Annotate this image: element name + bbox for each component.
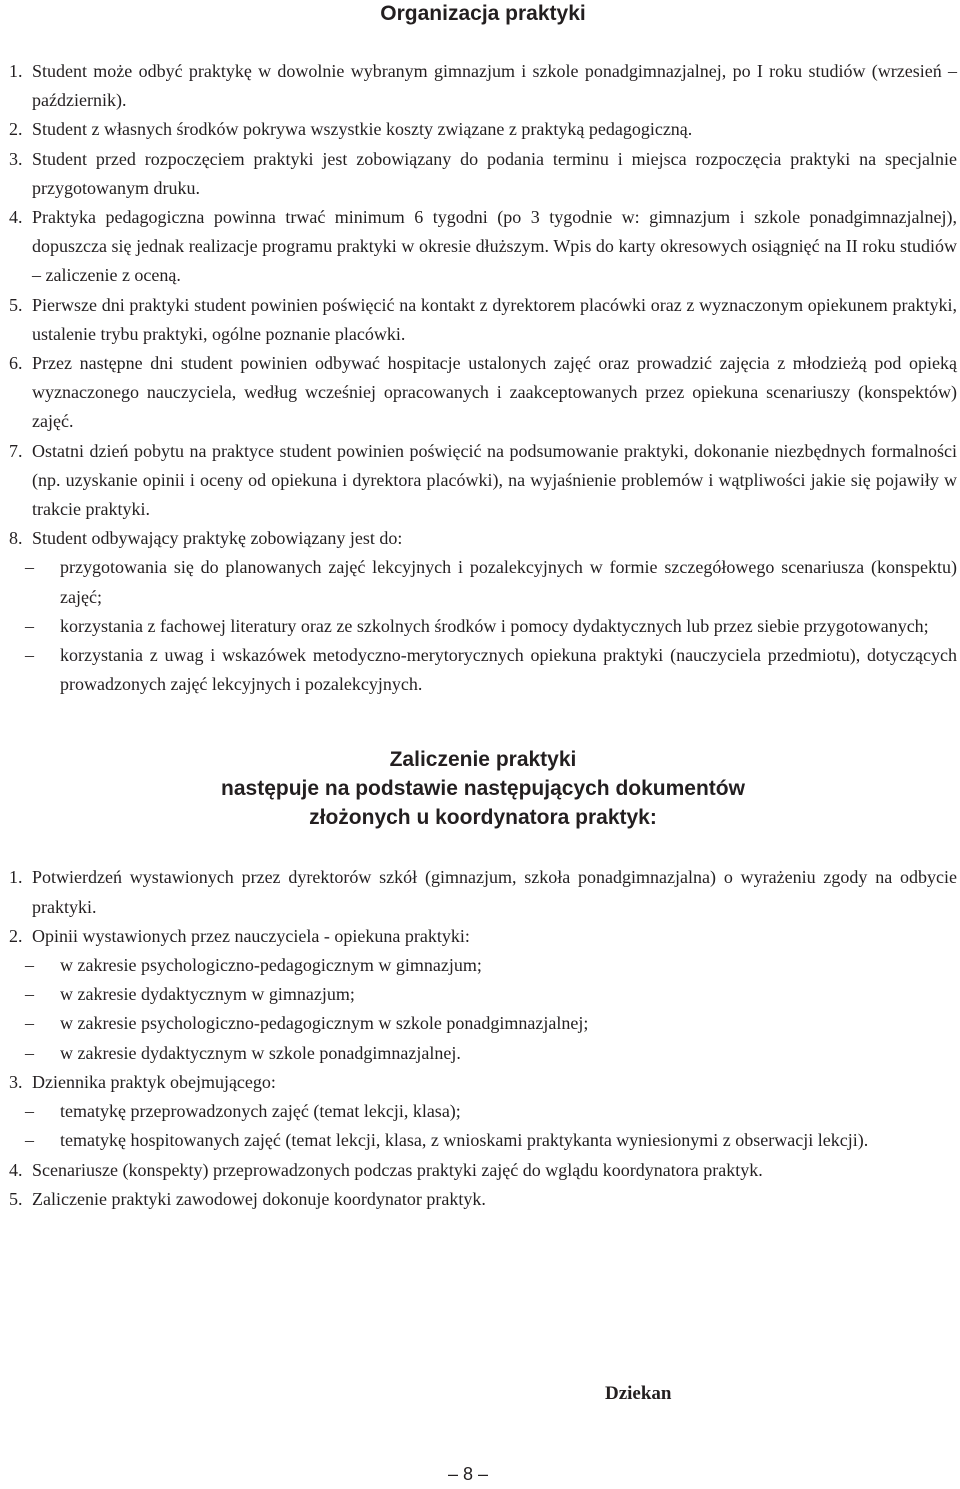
- dash-item-text: w zakresie psychologiczno-pedagogicznym w szkole ponadgimnazjalnej;: [60, 1013, 589, 1034]
- dash-item-text: tematykę przeprowadzonych zajęć (temat lekcji, klasa);: [60, 1101, 461, 1122]
- list-item: [9, 203, 957, 291]
- item-text: Dziennika praktyk obejmującego:: [32, 1071, 276, 1092]
- list-item: [9, 922, 957, 951]
- item-number: 1.: [9, 867, 23, 888]
- dash-bullet-icon: –: [25, 984, 34, 1005]
- dash-item: [25, 612, 957, 641]
- dash-item-text: w zakresie psychologiczno-pedagogicznym w gimnazjum;: [60, 955, 482, 976]
- item-text: Student odbywający praktykę zobowiązany jest do:: [32, 528, 403, 549]
- dash-bullet-icon: –: [25, 1101, 34, 1122]
- dash-bullet-icon: –: [25, 615, 34, 636]
- dash-item: [25, 1009, 957, 1038]
- opinions-dash-list: [9, 951, 957, 1068]
- dash-item-text: przygotowania się do planowanych zajęć lekcyjnych i pozalekcyjnych w formie szczegółowego scenariusza (konspektu) zajęć;: [60, 557, 957, 607]
- item-text: Opinii wystawionych przez nauczyciela - opiekuna praktyki:: [32, 925, 470, 946]
- item-text: Praktyka pedagogiczna powinna trwać minimum 6 tygodni (po 3 tygodnie w: gimnazjum i szkole ponadgimnazjalnej), dopuszcza się jednak realizacje programu praktyki w okresie dłuższym. Wpis do karty okresowych osiągnięć na II roku studiów – zaliczenie z oceną.: [32, 207, 957, 286]
- item-number: 7.: [9, 440, 23, 461]
- item-text: Student z własnych środków pokrywa wszystkie koszty związane z praktyką pedagogiczną.: [32, 119, 693, 140]
- list-item: [9, 863, 957, 921]
- dash-bullet-icon: –: [25, 955, 34, 976]
- item-text: Pierwsze dni praktyki student powinien poświęcić na kontakt z dyrektorem placówki oraz z wyznaczonym opiekunem praktyki, ustalenie trybu praktyki, ogólne poznanie placówki.: [32, 294, 957, 344]
- page-number: – 8 –: [448, 1464, 489, 1484]
- title-line: złożonych u koordynatora praktyk:: [309, 806, 657, 830]
- list-item: [9, 115, 957, 144]
- item-text: Potwierdzeń wystawionych przez dyrektorów szkół (gimnazjum, szkoła ponadgimnazjalna) o wyrażeniu zgody na odbycie praktyki.: [32, 867, 957, 917]
- list-item: [9, 1185, 957, 1214]
- dash-bullet-icon: –: [25, 645, 34, 666]
- documents-list: [9, 863, 957, 951]
- dash-item: [25, 641, 957, 699]
- dash-item-text: tematykę hospitowanych zajęć (temat lekcji, klasa, z wnioskami praktykanta wyniesionymi z obserwacji lekcji).: [60, 1130, 869, 1151]
- list-item: [9, 57, 957, 115]
- dash-bullet-icon: –: [25, 1042, 34, 1063]
- item-number: 2.: [9, 119, 23, 140]
- dash-item: [25, 980, 957, 1009]
- item-number: 5.: [9, 294, 23, 315]
- item-number: 3.: [9, 1071, 23, 1092]
- list-item: [9, 145, 957, 203]
- documents-list-cont: [9, 1068, 957, 1097]
- item-number: 2.: [9, 925, 23, 946]
- dash-item-text: w zakresie dydaktycznym w szkole ponadgimnazjalnej.: [60, 1042, 461, 1063]
- organization-list: [9, 57, 957, 553]
- list-item: [9, 1156, 957, 1185]
- item-number: 4.: [9, 207, 23, 228]
- item-number: 8.: [9, 528, 23, 549]
- item-text: Scenariusze (konspekty) przeprowadzonych podczas praktyki zajęć do wglądu koordynatora praktyk.: [32, 1159, 763, 1180]
- title-line: Zaliczenie praktyki: [389, 748, 577, 772]
- item-number: 6.: [9, 353, 23, 374]
- item-text: Student może odbyć praktykę w dowolnie wybranym gimnazjum i szkole ponadgimnazjalnej, po I roku studiów (wrzesień – październik).: [32, 61, 957, 111]
- section-title-organizacja: Organizacja praktyki: [380, 2, 586, 25]
- item-number: 4.: [9, 1159, 23, 1180]
- dash-item: [25, 1039, 957, 1068]
- dash-item: [25, 1126, 957, 1155]
- list-item: [9, 437, 957, 525]
- journal-dash-list: [9, 1097, 957, 1155]
- dash-bullet-icon: –: [25, 1130, 34, 1151]
- dash-item-text: w zakresie dydaktycznym w gimnazjum;: [60, 984, 355, 1005]
- dash-item: [25, 951, 957, 980]
- list-item: [9, 524, 957, 553]
- section-title-zaliczenie: [9, 745, 957, 832]
- dash-item: [25, 553, 957, 611]
- obligations-dash-list: [9, 553, 957, 699]
- dash-bullet-icon: –: [25, 1013, 34, 1034]
- item-text: Ostatni dzień pobytu na praktyce student powinien poświęcić na podsumowanie praktyki, dokonanie niezbędnych formalności (np. uzyskanie opinii i oceny od opiekuna i dyrektora placówki), na wyjaśnienie problemów i wątpliwości jakie się pojawiły w trakcie praktyki.: [32, 440, 957, 520]
- item-text: Zaliczenie praktyki zawodowej dokonuje koordynator praktyk.: [32, 1188, 486, 1209]
- item-text: Student przed rozpoczęciem praktyki jest zobowiązany do podania terminu i miejsca rozpoczęcia praktyki na specjalnie przygotowanym druku.: [32, 148, 957, 198]
- item-number: 1.: [9, 61, 23, 81]
- list-item: [9, 349, 957, 437]
- item-number: 5.: [9, 1188, 23, 1209]
- documents-list-end: [9, 1156, 957, 1214]
- dash-item: [25, 1097, 957, 1126]
- document-page: [9, 0, 957, 1214]
- dash-bullet-icon: –: [25, 557, 34, 578]
- item-text: Przez następne dni student powinien odbywać hospitacje ustalonych zajęć oraz prowadzić zajęcia z młodzieżą pod opieką wyznaczonego nauczyciela, według wcześniej opracowanych i zaakceptowanych przez opiekuna scenariuszy (konspektów) zajęć.: [32, 353, 957, 432]
- signature-dean: Dziekan: [605, 1383, 672, 1404]
- title-line: następuje na podstawie następujących dokumentów: [221, 777, 745, 801]
- list-item: [9, 1068, 957, 1097]
- item-number: 3.: [9, 148, 23, 169]
- dash-item-text: korzystania z uwag i wskazówek metodyczno-merytorycznych opiekuna praktyki (nauczyciela przedmiotu), dotyczących prowadzonych zajęć lekcyjnych i pozalekcyjnych.: [60, 645, 957, 695]
- list-item: [9, 291, 957, 349]
- dash-item-text: korzystania z fachowej literatury oraz ze szkolnych środków i pomocy dydaktycznych lub przez siebie przygotowanych;: [60, 615, 929, 636]
